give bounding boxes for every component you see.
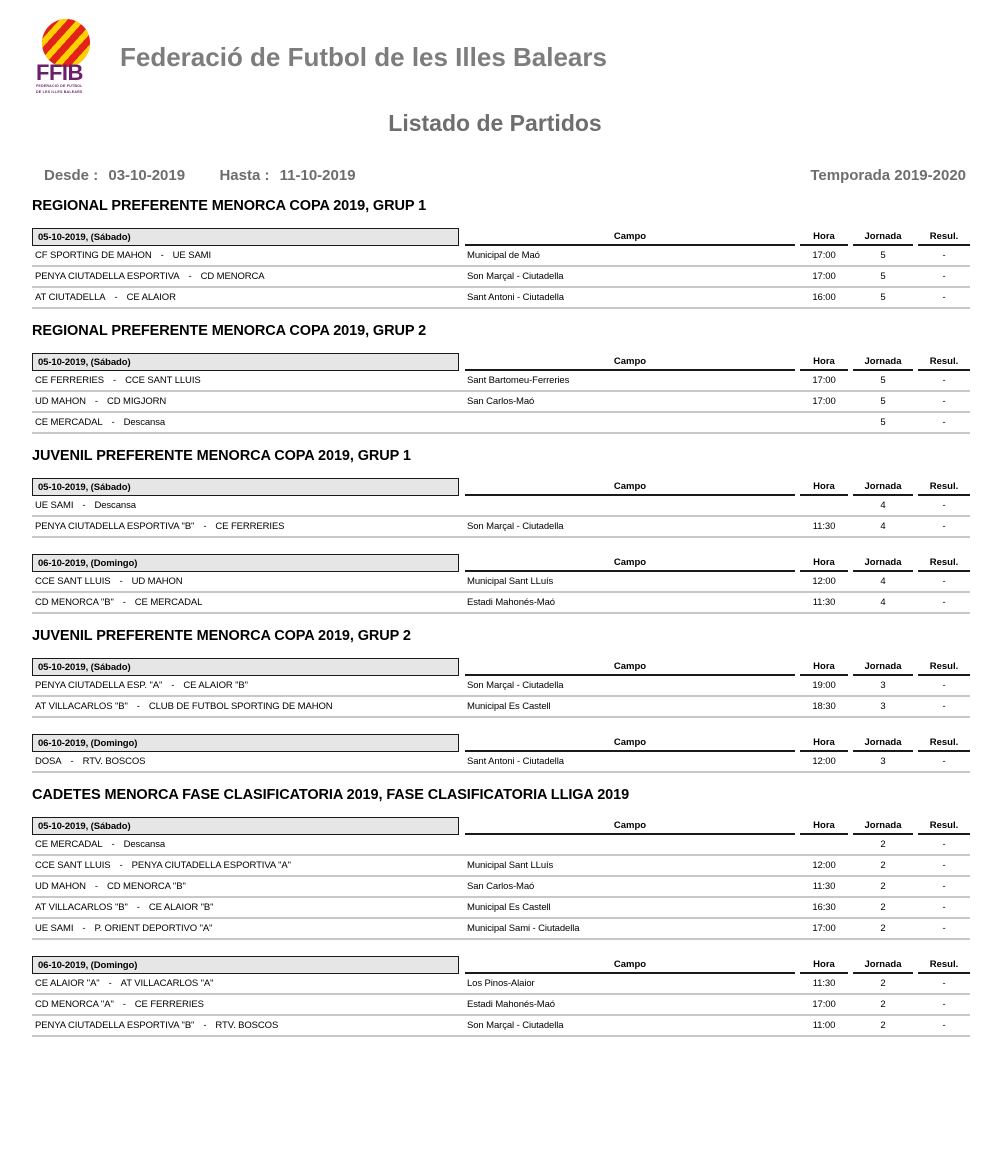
away-team: CE ALAIOR "B" (148, 902, 214, 913)
column-header-jornada: Jornada (853, 661, 913, 676)
competition-title: CADETES MENORCA FASE CLASIFICATORIA 2019, FASE CLASIFICATORIA LLIGA 2019 (32, 787, 630, 803)
away-team: CE FERRERIES (134, 999, 204, 1010)
match-row[interactable] (32, 676, 970, 697)
column-headers (465, 959, 970, 974)
match-jornada: 5 (880, 396, 886, 407)
match-row[interactable] (32, 974, 970, 995)
match-details (465, 680, 970, 691)
column-header-hora: Hora (800, 356, 848, 371)
column-header-hora: Hora (800, 231, 848, 246)
column-headers (465, 661, 970, 676)
match-resul: - (942, 576, 946, 587)
match-resul: - (942, 839, 946, 850)
match-resul: - (942, 292, 946, 303)
match-hora: 17:00 (812, 250, 836, 261)
match-row[interactable] (32, 995, 970, 1016)
column-header-campo: Campo (465, 959, 795, 974)
logo-wordmark-block (36, 60, 98, 95)
match-hora: 17:00 (812, 375, 836, 386)
day-date-chip: 05-10-2019, (Sábado) (32, 353, 459, 371)
away-team: Descansa (123, 417, 166, 428)
match-jornada: 5 (880, 417, 886, 428)
match-hora: 11:30 (812, 978, 836, 989)
match-details (465, 576, 970, 587)
home-team: PENYA CIUTADELLA ESP. "A" (35, 680, 163, 691)
team-separator: - (94, 881, 98, 892)
competition-block (32, 198, 970, 309)
match-campo: Son Marçal - Ciutadella (467, 680, 564, 691)
match-resul: - (942, 680, 946, 691)
match-teams (32, 396, 459, 407)
day-block (32, 815, 970, 940)
day-date-chip: 05-10-2019, (Sábado) (32, 478, 459, 496)
match-campo: Sant Bartomeu-Ferreries (467, 375, 570, 386)
match-details (465, 923, 970, 934)
match-details (465, 701, 970, 712)
match-teams (32, 680, 459, 691)
logo-subtitle-line2: DE LES ILLES BALEARS (36, 90, 83, 94)
match-hora: 12:00 (812, 756, 836, 767)
match-hora: 16:30 (812, 902, 836, 913)
column-header-resul: Resul. (918, 356, 970, 371)
match-hora: 17:00 (812, 999, 836, 1010)
match-details (465, 978, 970, 989)
match-row[interactable] (32, 392, 970, 413)
match-listing (0, 198, 1000, 1037)
team-separator: - (203, 521, 207, 532)
match-hora: 16:00 (812, 292, 836, 303)
masthead (0, 0, 1000, 96)
competition-title: JUVENIL PREFERENTE MENORCA COPA 2019, GRUP 1 (32, 448, 411, 464)
team-separator: - (94, 396, 98, 407)
match-resul: - (942, 701, 946, 712)
match-resul: - (942, 417, 946, 428)
column-header-resul: Resul. (918, 481, 970, 496)
match-resul: - (942, 999, 946, 1010)
match-row[interactable] (32, 246, 970, 267)
match-resul: - (942, 923, 946, 934)
match-jornada: 4 (880, 500, 886, 511)
match-hora: 17:00 (812, 396, 836, 407)
match-jornada: 3 (880, 701, 886, 712)
logo-subtitle-line1: FEDERACIÓ DE FUTBOL (36, 84, 83, 88)
team-separator: - (111, 417, 115, 428)
desde-label: Desde : (44, 167, 99, 184)
day-header (32, 732, 970, 752)
column-header-jornada: Jornada (853, 737, 913, 752)
match-teams (32, 271, 459, 282)
home-team: CD MENORCA "A" (35, 999, 114, 1010)
hasta-value: 11-10-2019 (279, 167, 356, 184)
team-separator: - (188, 271, 192, 282)
match-teams (32, 1020, 459, 1031)
match-details (465, 860, 970, 871)
hasta-label: Hasta : (219, 167, 270, 184)
away-team: CD MIGJORN (107, 396, 167, 407)
column-header-jornada: Jornada (853, 356, 913, 371)
home-team: CE ALAIOR "A" (35, 978, 100, 989)
match-hora: 11:30 (812, 881, 836, 892)
home-team: CD MENORCA "B" (35, 597, 114, 608)
match-hora: 18:30 (812, 701, 836, 712)
match-row[interactable] (32, 752, 970, 773)
match-campo: Municipal de Maó (467, 250, 540, 261)
match-details (465, 396, 970, 407)
away-team: RTV. BOSCOS (82, 756, 146, 767)
team-separator: - (82, 923, 86, 934)
team-separator: - (160, 250, 164, 261)
away-team: P. ORIENT DEPORTIVO "A" (94, 923, 213, 934)
away-team: CCE SANT LLUIS (125, 375, 201, 386)
day-block (32, 954, 970, 1037)
column-header-hora: Hora (800, 820, 848, 835)
away-team: UD MAHON (131, 576, 183, 587)
day-date-chip: 05-10-2019, (Sábado) (32, 228, 459, 246)
column-header-campo: Campo (465, 481, 795, 496)
home-team: CF SPORTING DE MAHON (35, 250, 152, 261)
match-campo: Estadi Mahonés-Maó (467, 999, 555, 1010)
match-hora: 17:00 (812, 271, 836, 282)
match-row[interactable] (32, 898, 970, 919)
match-resul: - (942, 1020, 946, 1031)
match-details (465, 500, 970, 511)
column-header-campo: Campo (465, 557, 795, 572)
day-header (32, 351, 970, 371)
match-hora: 11:30 (812, 521, 836, 532)
column-headers (465, 820, 970, 835)
column-headers (465, 557, 970, 572)
match-jornada: 2 (880, 902, 886, 913)
match-campo: Municipal Sant LLuís (467, 576, 554, 587)
column-header-resul: Resul. (918, 661, 970, 676)
match-jornada: 2 (880, 881, 886, 892)
match-jornada: 2 (880, 999, 886, 1010)
home-team: CCE SANT LLUIS (35, 576, 111, 587)
match-details (465, 902, 970, 913)
column-headers (465, 231, 970, 246)
column-header-campo: Campo (465, 661, 795, 676)
federation-title: Federació de Futbol de les Illes Balears (120, 41, 607, 72)
match-jornada: 4 (880, 597, 886, 608)
day-header (32, 552, 970, 572)
match-details (465, 999, 970, 1010)
match-teams (32, 978, 459, 989)
match-details (465, 521, 970, 532)
competition-block (32, 628, 970, 773)
away-team: CLUB DE FUTBOL SPORTING DE MAHON (148, 701, 333, 712)
match-teams (32, 576, 459, 587)
match-campo: Municipal Es Castell (467, 902, 551, 913)
match-jornada: 4 (880, 521, 886, 532)
day-header (32, 226, 970, 246)
match-jornada: 3 (880, 680, 886, 691)
team-separator: - (108, 978, 112, 989)
match-jornada: 2 (880, 978, 886, 989)
home-team: CE FERRERIES (35, 375, 105, 386)
day-block (32, 732, 970, 773)
match-details (465, 375, 970, 386)
column-header-resul: Resul. (918, 737, 970, 752)
match-teams (32, 250, 459, 261)
home-team: UD MAHON (35, 881, 86, 892)
match-campo: Sant Antoni - Ciutadella (467, 756, 564, 767)
column-headers (465, 481, 970, 496)
home-team: PENYA CIUTADELLA ESPORTIVA "B" (35, 521, 195, 532)
away-team: CE MERCADAL (134, 597, 203, 608)
match-row[interactable] (32, 413, 970, 434)
match-jornada: 3 (880, 756, 886, 767)
match-teams (32, 500, 459, 511)
match-hora: 17:00 (812, 923, 836, 934)
match-teams (32, 881, 459, 892)
day-date-chip: 05-10-2019, (Sábado) (32, 658, 459, 676)
team-separator: - (70, 756, 74, 767)
competition-title: REGIONAL PREFERENTE MENORCA COPA 2019, GRUP 2 (32, 323, 427, 339)
match-jornada: 2 (880, 923, 886, 934)
match-jornada: 5 (880, 292, 886, 303)
match-details (465, 271, 970, 282)
match-details (465, 756, 970, 767)
column-header-jornada: Jornada (853, 481, 913, 496)
season-label: Temporada 2019-2020 (810, 167, 966, 184)
away-team: CE ALAIOR (126, 292, 176, 303)
team-separator: - (119, 576, 123, 587)
match-campo: Municipal Sami - Ciutadella (467, 923, 580, 934)
match-jornada: 4 (880, 576, 886, 587)
away-team: UE SAMI (172, 250, 212, 261)
match-campo: Estadi Mahonés-Maó (467, 597, 555, 608)
match-campo: Los Pinos-Alaior (467, 978, 535, 989)
column-header-campo: Campo (465, 231, 795, 246)
column-headers (465, 356, 970, 371)
match-row[interactable] (32, 267, 970, 288)
match-teams (32, 701, 459, 712)
home-team: PENYA CIUTADELLA ESPORTIVA (35, 271, 180, 282)
column-header-jornada: Jornada (853, 820, 913, 835)
team-separator: - (119, 860, 123, 871)
match-details (465, 597, 970, 608)
match-details (465, 881, 970, 892)
ffib-shield-logo (36, 19, 98, 95)
match-resul: - (942, 597, 946, 608)
page-title: Listado de Partidos (388, 110, 602, 136)
match-row[interactable] (32, 593, 970, 614)
match-row[interactable] (32, 697, 970, 718)
match-hora: 12:00 (812, 576, 836, 587)
home-team: AT VILLACARLOS "B" (35, 701, 128, 712)
day-header (32, 954, 970, 974)
match-jornada: 2 (880, 860, 886, 871)
match-resul: - (942, 521, 946, 532)
match-teams (32, 999, 459, 1010)
away-team: CE ALAIOR "B" (183, 680, 248, 691)
competition-block (32, 787, 970, 1037)
match-campo: Municipal Sant LLuís (467, 860, 554, 871)
match-resul: - (942, 271, 946, 282)
match-campo: Son Marçal - Ciutadella (467, 521, 564, 532)
match-jornada: 2 (880, 1020, 886, 1031)
team-separator: - (111, 839, 115, 850)
date-range (44, 167, 362, 184)
match-teams (32, 417, 459, 428)
match-teams (32, 860, 459, 871)
away-team: CD MENORCA "B" (107, 881, 186, 892)
match-resul: - (942, 881, 946, 892)
column-header-hora: Hora (800, 481, 848, 496)
match-row[interactable] (32, 496, 970, 517)
column-header-jornada: Jornada (853, 959, 913, 974)
match-campo: San Carlos-Maó (467, 396, 535, 407)
match-details (465, 1020, 970, 1031)
home-team: AT CIUTADELLA (35, 292, 106, 303)
match-row[interactable] (32, 835, 970, 856)
column-header-resul: Resul. (918, 959, 970, 974)
match-row[interactable] (32, 856, 970, 877)
match-campo: Son Marçal - Ciutadella (467, 271, 564, 282)
match-resul: - (942, 978, 946, 989)
match-row[interactable] (32, 1016, 970, 1037)
match-campo: Municipal Es Castell (467, 701, 551, 712)
match-teams (32, 375, 459, 386)
match-details (465, 417, 970, 428)
competition-title: JUVENIL PREFERENTE MENORCA COPA 2019, GRUP 2 (32, 628, 411, 644)
match-resul: - (942, 375, 946, 386)
home-team: UE SAMI (35, 923, 74, 934)
date-range-row (44, 167, 966, 184)
day-date-chip: 06-10-2019, (Domingo) (32, 734, 459, 752)
column-header-campo: Campo (465, 820, 795, 835)
column-header-jornada: Jornada (853, 231, 913, 246)
team-separator: - (113, 375, 117, 386)
day-date-chip: 05-10-2019, (Sábado) (32, 817, 459, 835)
day-block (32, 476, 970, 538)
column-header-hora: Hora (800, 737, 848, 752)
match-jornada: 2 (880, 839, 886, 850)
away-team: Descansa (123, 839, 166, 850)
away-team: CE FERRERIES (215, 521, 285, 532)
team-separator: - (136, 902, 140, 913)
competition-block (32, 323, 970, 434)
logo-wordmark: FFIB (36, 60, 83, 85)
day-header (32, 815, 970, 835)
column-header-hora: Hora (800, 661, 848, 676)
day-header (32, 656, 970, 676)
home-team: CCE SANT LLUIS (35, 860, 111, 871)
match-hora: 11:00 (812, 1020, 836, 1031)
day-date-chip: 06-10-2019, (Domingo) (32, 554, 459, 572)
match-row[interactable] (32, 371, 970, 392)
match-details (465, 839, 970, 850)
match-resul: - (942, 860, 946, 871)
match-jornada: 5 (880, 271, 886, 282)
match-row[interactable] (32, 877, 970, 898)
match-hora: 19:00 (812, 680, 836, 691)
match-row[interactable] (32, 517, 970, 538)
match-row[interactable] (32, 919, 970, 940)
column-header-campo: Campo (465, 737, 795, 752)
match-resul: - (942, 396, 946, 407)
column-header-resul: Resul. (918, 557, 970, 572)
day-header (32, 476, 970, 496)
match-jornada: 5 (880, 375, 886, 386)
team-separator: - (136, 701, 140, 712)
match-resul: - (942, 500, 946, 511)
match-row[interactable] (32, 288, 970, 309)
competition-title: REGIONAL PREFERENTE MENORCA COPA 2019, GRUP 1 (32, 198, 427, 214)
match-teams (32, 521, 459, 532)
away-team: Descansa (94, 500, 136, 511)
match-hora: 12:00 (812, 860, 836, 871)
day-block (32, 351, 970, 434)
match-resul: - (942, 902, 946, 913)
match-row[interactable] (32, 572, 970, 593)
home-team: PENYA CIUTADELLA ESPORTIVA "B" (35, 1020, 195, 1031)
away-team: AT VILLACARLOS "A" (120, 978, 214, 989)
match-resul: - (942, 250, 946, 261)
competition-block (32, 448, 970, 614)
column-header-jornada: Jornada (853, 557, 913, 572)
match-campo: Sant Antoni - Ciutadella (467, 292, 564, 303)
team-separator: - (82, 500, 86, 511)
column-header-hora: Hora (800, 959, 848, 974)
match-teams (32, 292, 459, 303)
team-separator: - (203, 1020, 207, 1031)
column-header-resul: Resul. (918, 231, 970, 246)
home-team: CE MERCADAL (35, 417, 103, 428)
away-team: CD MENORCA (200, 271, 265, 282)
away-team: RTV. BOSCOS (215, 1020, 279, 1031)
match-details (465, 292, 970, 303)
desde-value: 03-10-2019 (108, 167, 186, 184)
home-team: UE SAMI (35, 500, 74, 511)
team-separator: - (122, 999, 126, 1010)
match-teams (32, 597, 459, 608)
match-details (465, 250, 970, 261)
column-header-campo: Campo (465, 356, 795, 371)
match-campo: Son Marçal - Ciutadella (467, 1020, 564, 1031)
home-team: AT VILLACARLOS "B" (35, 902, 128, 913)
match-teams (32, 902, 459, 913)
day-date-chip: 06-10-2019, (Domingo) (32, 956, 459, 974)
home-team: UD MAHON (35, 396, 86, 407)
team-separator: - (122, 597, 126, 608)
match-jornada: 5 (880, 250, 886, 261)
team-separator: - (171, 680, 175, 691)
team-separator: - (114, 292, 118, 303)
match-teams (32, 756, 459, 767)
day-block (32, 226, 970, 309)
home-team: DOSA (35, 756, 62, 767)
match-teams (32, 839, 459, 850)
home-team: CE MERCADAL (35, 839, 103, 850)
column-header-hora: Hora (800, 557, 848, 572)
column-header-resul: Resul. (918, 820, 970, 835)
match-resul: - (942, 756, 946, 767)
match-campo: San Carlos-Maó (467, 881, 535, 892)
column-headers (465, 737, 970, 752)
match-teams (32, 923, 459, 934)
day-block (32, 552, 970, 614)
match-hora: 11:30 (812, 597, 836, 608)
day-block (32, 656, 970, 718)
away-team: PENYA CIUTADELLA ESPORTIVA "A" (131, 860, 291, 871)
